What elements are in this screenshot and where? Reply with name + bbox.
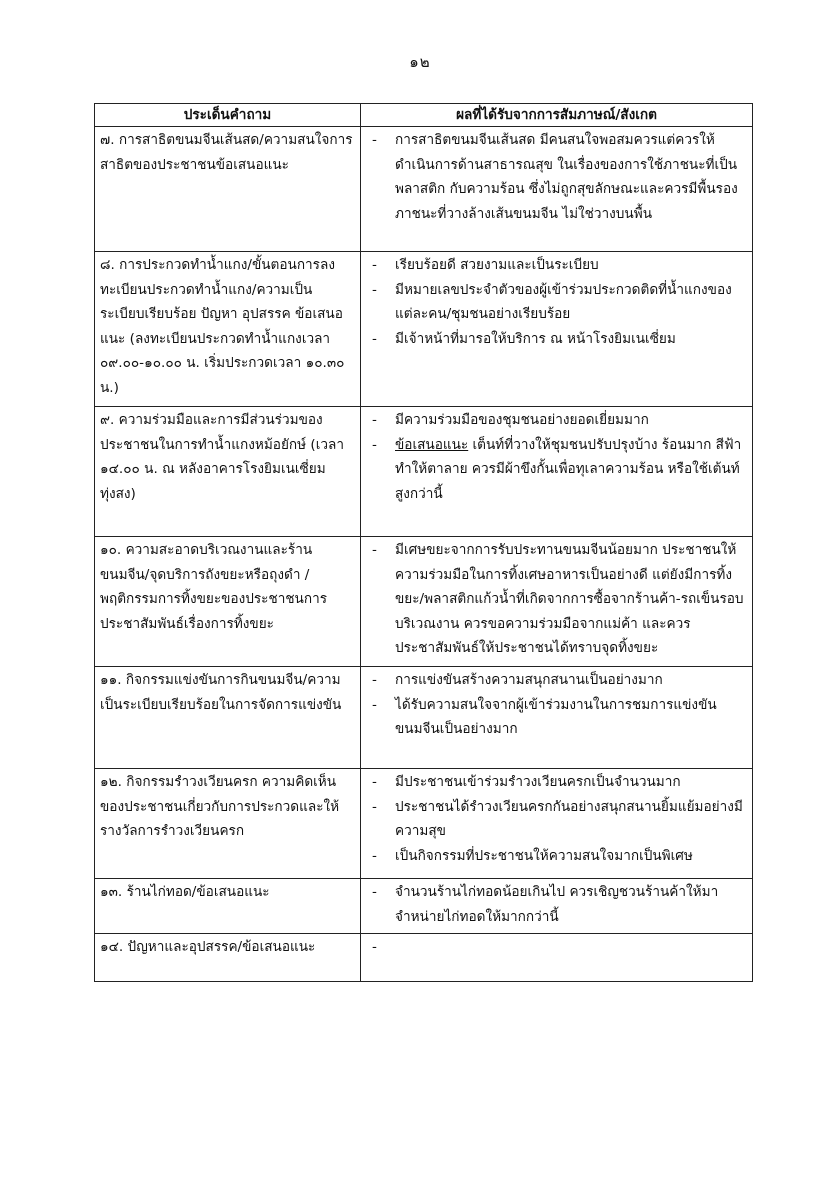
table-row	[95, 769, 753, 879]
table-row	[95, 934, 753, 982]
suggestion-label: ข้อเสนอแนะ	[395, 436, 469, 453]
page-number: ๑๒	[409, 53, 431, 71]
question-cell: ๑๐. ความสะอาดบริเวณงานและร้านขนมจีน/จุดบริการถังขยะหรือถุงดำ / พฤติกรรมการทิ้งขยะของประชาชนการประชาสัมพันธ์เรื่องการทิ้งขยะ	[95, 537, 361, 667]
table-row	[95, 667, 753, 769]
question-cell: ๙. ความร่วมมือและการมีส่วนร่วมของประชาชนในการทำน้ำแกงหม้อยักษ์ (เวลา ๑๔.๐๐ น. ณ หลังอาคารโรงยิมเนเซี่ยมทุ่งสง)	[95, 407, 361, 537]
result-item: - ประชาชนได้รำวงเวียนครกกันอย่างสนุกสนานยิ้มแย้มอย่างมีความสุข	[366, 795, 748, 844]
result-cell	[361, 769, 753, 879]
result-cell	[361, 667, 753, 769]
result-item: - เป็นกิจกรรมที่ประชาชนให้ความสนใจมากเป็นพิเศษ	[366, 844, 748, 869]
table-row	[95, 879, 753, 934]
result-item: - เรียบร้อยดี สวยงามและเป็นระเบียบ	[366, 253, 748, 278]
interview-results-table	[94, 103, 753, 982]
question-cell: ๑๑. กิจกรรมแข่งขันการกินขนมจีน/ความเป็นระเบียบเรียบร้อยในการจัดการแข่งขัน	[95, 667, 361, 769]
result-cell	[361, 127, 753, 252]
header-result: ผลที่ได้รับจากการสัมภาษณ์/สังเกต	[361, 104, 753, 127]
table-row	[95, 537, 753, 667]
question-cell: ๑๒. กิจกรรมรำวงเวียนครก ความคิดเห็นของประชาชนเกี่ยวกับการประกวดและให้รางวัลการรำวงเวียนครก	[95, 769, 361, 879]
question-cell: ๘. การประกวดทำน้ำแกง/ขั้นตอนการลงทะเบียนประกวดทำน้ำแกง/ความเป็นระเบียบเรียบร้อย ปัญหา อุปสรรค ข้อเสนอแนะ (ลงทะเบียนประกวดทำน้ำแกงเวลา ๐๙.๐๐-๑๐.๐๐ น. เริ่มประกวดเวลา ๑๐.๓๐ น.)	[95, 252, 361, 407]
table-row	[95, 407, 753, 537]
result-cell	[361, 537, 753, 667]
result-item: - การแข่งขันสร้างความสนุกสนานเป็นอย่างมาก	[366, 668, 748, 693]
table-row	[95, 127, 753, 252]
result-item: - ได้รับความสนใจจากผู้เข้าร่วมงานในการชมการแข่งขันขนมจีนเป็นอย่างมาก	[366, 693, 748, 742]
question-cell: ๑๔. ปัญหาและอุปสรรค/ข้อเสนอแนะ	[95, 934, 361, 982]
table-row	[95, 252, 753, 407]
result-item: - มีหมายเลขประจำตัวของผู้เข้าร่วมประกวดติดที่น้ำแกงของแต่ละคน/ชุมชนอย่างเรียบร้อย	[366, 278, 748, 327]
result-item: - จำนวนร้านไก่ทอดน้อยเกินไป ควรเชิญชวนร้านค้าให้มาจำหน่ายไก่ทอดให้มากกว่านี้	[366, 880, 748, 929]
question-cell: ๗. การสาธิตขนมจีนเส้นสด/ความสนใจการสาธิตของประชาชนข้อเสนอแนะ	[95, 127, 361, 252]
suggestion-text: เต็นท์ที่วางให้ชุมชนปรับปรุงบ้าง ร้อนมาก สีฟ้าทำให้ตาลาย ควรมีผ้าขึงกั้นเพื่อทุเลาความร้อน หรือใช้เต้นท์สูงกว่านี้	[395, 436, 742, 502]
result-item: - การสาธิตขนมจีนเส้นสด มีคนสนใจพอสมควรแต่ควรให้ดำเนินการด้านสาธารณสุข ในเรื่องของการใช้ภาชนะที่เป็นพลาสติก กับความร้อน ซึ่งไม่ถูกสุขลักษณะและควรมีพื้นรองภาชนะที่วางล้างเส้นขนมจีน ไม่ใช่วางบนพื้น	[366, 128, 748, 226]
question-cell: ๑๓. ร้านไก่ทอด/ข้อเสนอแนะ	[95, 879, 361, 934]
result-item: - มีประชาชนเข้าร่วมรำวงเวียนครกเป็นจำนวนมาก	[366, 770, 748, 795]
result-item	[366, 433, 748, 507]
result-item: - มีความร่วมมือของชุมชนอย่างยอดเยี่ยมมาก	[366, 408, 748, 433]
result-cell	[361, 407, 753, 537]
result-cell	[361, 934, 753, 982]
header-question: ประเด็นคำถาม	[95, 104, 361, 127]
table-header-row	[95, 104, 753, 127]
result-item: - มีเจ้าหน้าที่มารอให้บริการ ณ หน้าโรงยิมเนเซี่ยม	[366, 327, 748, 352]
result-cell	[361, 879, 753, 934]
result-item: - มีเศษขยะจากการรับประทานขนมจีนน้อยมาก ประชาชนให้ความร่วมมือในการทิ้งเศษอาหารเป็นอย่างดี แต่ยังมีการทิ้งขยะ/พลาสติกแก้วน้ำที่เกิดจากการซื้อจากร้านค้า-รถเข็นรอบบริเวณงาน ควรขอความร่วมมือจากแม่ค้า และควรประชาสัมพันธ์ให้ประชาชนได้ทราบจุดทิ้งขยะ	[366, 538, 748, 661]
result-cell	[361, 252, 753, 407]
